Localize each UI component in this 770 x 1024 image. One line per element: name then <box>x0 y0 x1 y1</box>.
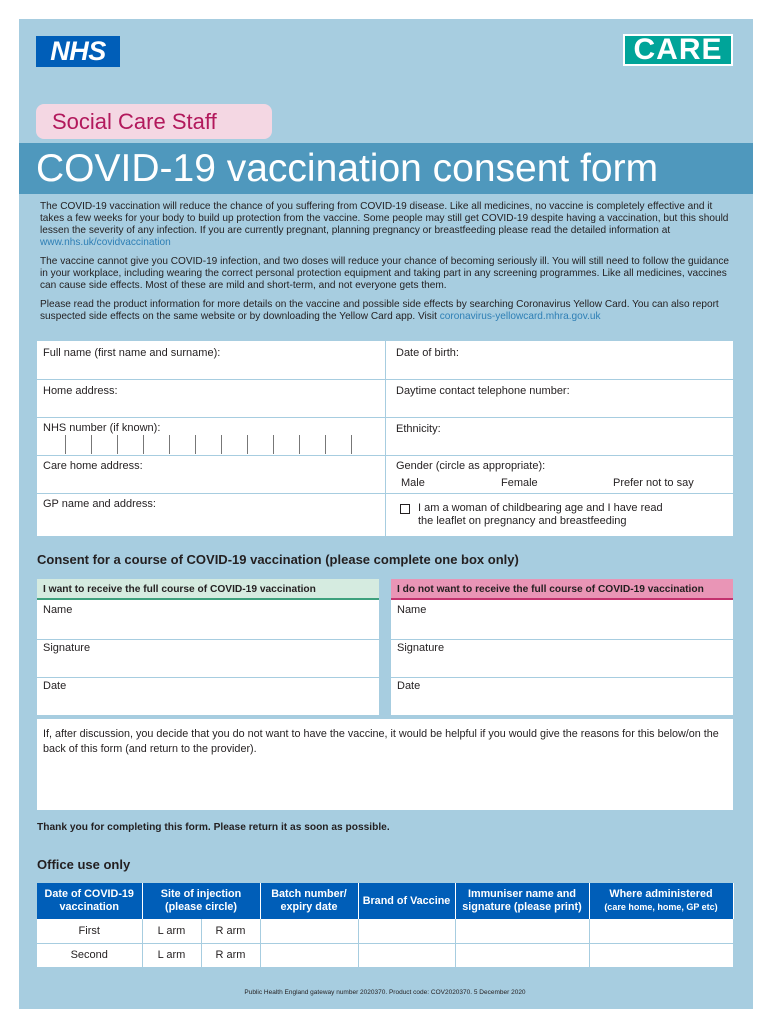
pregnancy-label-1: I am a woman of childbearing age and I have read <box>418 502 663 514</box>
office-use-heading: Office use only <box>37 857 131 872</box>
consent-yes-date[interactable]: Date <box>43 680 67 692</box>
care-home-address-field[interactable]: Care home address: <box>43 460 143 472</box>
nhs-logo: NHS <box>36 36 120 67</box>
col-where-subtitle: (care home, home, GP etc) <box>604 902 718 912</box>
nhs-digit-divider <box>325 435 326 454</box>
row-divider <box>37 379 733 380</box>
col-batch-header: Batch number/ expiry date <box>260 883 358 919</box>
nhs-digit-divider <box>299 435 300 454</box>
row-divider <box>391 677 733 678</box>
gp-field[interactable]: GP name and address: <box>43 498 156 510</box>
row-divider <box>37 639 379 640</box>
immuniser-cell[interactable] <box>455 943 589 967</box>
care-logo: CARE <box>623 34 733 66</box>
nhs-digit-divider <box>143 435 144 454</box>
row-divider <box>37 417 733 418</box>
dose-label: First <box>37 919 142 943</box>
immuniser-cell[interactable] <box>455 919 589 943</box>
reasons-box[interactable]: If, after discussion, you decide that you do not want to have the vaccine, it would be helpful if you would give the reasons for this below/on the back of this form (and return to the provider). <box>37 719 733 810</box>
pregnancy-checkbox[interactable] <box>400 504 410 514</box>
yellow-card-link[interactable]: coronavirus-yellowcard.mhra.gov.uk <box>439 311 601 322</box>
brand-cell[interactable] <box>358 919 455 943</box>
ethnicity-field[interactable]: Ethnicity: <box>396 423 441 435</box>
nhs-digit-divider <box>91 435 92 454</box>
consent-no-date[interactable]: Date <box>397 680 421 692</box>
col-where-header <box>589 883 733 919</box>
intro-p3-text: Please read the product information for more details on the vaccine and possible side effects by searching Coronavirus Yellow Card. You can also report suspected side effects on the same website or by downloading the Yellow Card app. Visit <box>40 299 719 322</box>
nhs-digit-divider <box>195 435 196 454</box>
gender-label: Gender (circle as appropriate): <box>396 460 546 472</box>
phone-field[interactable]: Daytime contact telephone number: <box>396 385 570 397</box>
consent-no-box <box>391 579 733 715</box>
where-cell[interactable] <box>589 919 733 943</box>
consent-yes-name[interactable]: Name <box>43 604 73 616</box>
gender-prefer-not[interactable]: Prefer not to say <box>613 477 694 489</box>
thank-you-note: Thank you for completing this form. Please return it as soon as possible. <box>37 822 390 833</box>
left-arm-option[interactable]: L arm <box>143 944 202 967</box>
site-cell <box>142 943 260 967</box>
nhs-digit-divider <box>351 435 352 454</box>
full-name-field[interactable]: Full name (first name and surname): <box>43 347 221 359</box>
intro-paragraph-2: The vaccine cannot give you COVID-19 infection, and two doses will reduce your chance of becoming seriously ill. You will still need to follow the guidance in your workplace, including wearing the correct personal protection equipment and taking part in any screening programmes. Like all medicines, vaccines can cause side effects. Most of these are mild and short-term, and not everyone gets them. <box>40 256 729 291</box>
where-cell[interactable] <box>589 943 733 967</box>
dob-field[interactable]: Date of birth: <box>396 347 459 359</box>
row-divider <box>37 455 733 456</box>
batch-cell[interactable] <box>260 919 358 943</box>
row-divider <box>391 639 733 640</box>
page-title: COVID-19 vaccination consent form <box>36 147 659 190</box>
col-immuniser-header: Immuniser name and signature (please print) <box>455 883 589 919</box>
nhs-digit-divider <box>117 435 118 454</box>
col-site-header: Site of injection (please circle) <box>142 883 260 919</box>
site-cell <box>142 919 260 943</box>
intro-paragraph-3 <box>40 299 730 323</box>
nhs-digit-divider <box>247 435 248 454</box>
personal-details-box <box>37 341 733 536</box>
gender-female[interactable]: Female <box>501 477 538 489</box>
col-where-title: Where administered <box>609 888 713 900</box>
consent-yes-signature[interactable]: Signature <box>43 642 91 654</box>
nhs-digit-divider <box>273 435 274 454</box>
footer-note: Public Health England gateway number 2020370. Product code: COV2020370. 5 December 2020 <box>244 989 526 996</box>
nhs-digit-divider <box>221 435 222 454</box>
right-arm-option[interactable]: R arm <box>215 924 246 937</box>
col-brand-header: Brand of Vaccine <box>358 883 455 919</box>
consent-no-header: I do not want to receive the full course of COVID-19 vaccination <box>391 579 733 600</box>
row-divider <box>37 677 379 678</box>
consent-yes-header: I want to receive the full course of COVID-19 vaccination <box>37 579 379 600</box>
consent-no-name[interactable]: Name <box>397 604 427 616</box>
table-row <box>37 919 733 943</box>
office-use-table <box>37 883 734 968</box>
right-arm-option[interactable]: R arm <box>215 949 246 961</box>
pregnancy-label-2: the leaflet on pregnancy and breastfeeding <box>418 515 627 527</box>
nhs-number-field[interactable]: NHS number (if known): <box>43 422 161 434</box>
batch-cell[interactable] <box>260 943 358 967</box>
brand-cell[interactable] <box>358 943 455 967</box>
details-divider <box>385 341 386 536</box>
home-address-field[interactable]: Home address: <box>43 385 118 397</box>
consent-heading: Consent for a course of COVID-19 vaccination (please complete one box only) <box>37 552 519 567</box>
consent-no-signature[interactable]: Signature <box>397 642 445 654</box>
row-divider <box>37 493 733 494</box>
dose-label: Second <box>37 943 142 967</box>
table-row <box>37 943 733 967</box>
intro-paragraph-1 <box>40 201 730 249</box>
nhs-digit-divider <box>65 435 66 454</box>
nhs-covid-link[interactable]: www.nhs.uk/covidvaccination <box>40 237 171 248</box>
intro-p1-text: The COVID-19 vaccination will reduce the chance of you suffering from COVID-19 disease. Like all medicines, no vaccine is completely effective and it takes a few weeks for your body to build up protection from the vaccine. Some people may still get COVID-19 despite having a vaccination, but this should lessen the severity of any infection. If you are currently pregnant, planning pregnancy or breastfeeding please read the detailed information at <box>40 201 729 236</box>
nhs-digit-divider <box>169 435 170 454</box>
consent-yes-box <box>37 579 379 715</box>
col-date-header: Date of COVID-19 vaccination <box>37 883 142 919</box>
audience-pill: Social Care Staff <box>36 104 272 139</box>
intro-text <box>40 201 730 330</box>
gender-male[interactable]: Male <box>401 477 425 489</box>
left-arm-option[interactable]: L arm <box>143 919 202 943</box>
